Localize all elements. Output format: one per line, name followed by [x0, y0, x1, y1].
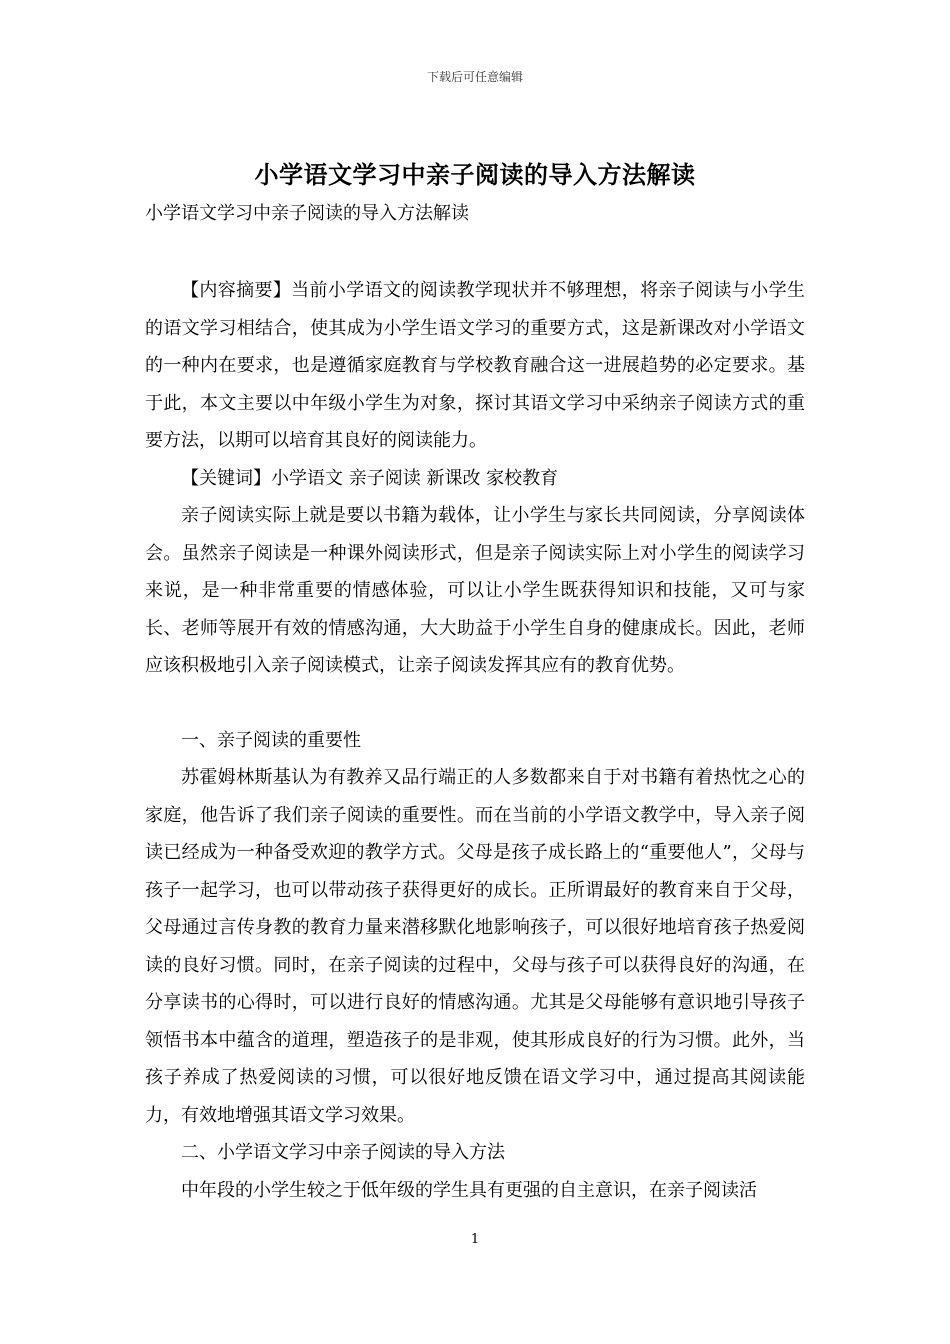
keywords-paragraph: 【关键词】小学语文 亲子阅读 新课改 家校教育 [181, 467, 559, 489]
section-heading-2: 二、小学语文学习中亲子阅读的导入方法 [181, 1142, 505, 1163]
intro-paragraph: 亲子阅读实际上就是要以书籍为载体，让小学生与家长共同阅读，分享阅读体会。虽然亲子阅读是一种课外阅读形式，但是亲子阅读实际上对小学生的阅读学习来说，是一种非常重要的情感体验，可以让小学生既获得知识和技能，又可与家长、老师等展开有效的情感沟通，大大助益于小学生自身的健康成长。因此，老师应该积极地引入亲子阅读模式，让亲子阅读发挥其应有的教育优势。 [145, 505, 805, 676]
abstract-paragraph: 【内容摘要】当前小学语文的阅读教学现状并不够理想，将亲子阅读与小学生的语文学习相结合，使其成为小学生语文学习的重要方式，这是新课改对小学语文的一种内在要求，也是遵循家庭教育与学校教育融合这一进展趋势的必定要求。基于此，本文主要以中年级小学生为对象，探讨其语文学习中采纳亲子阅读方式的重要方法，以期可以培育其良好的阅读能力。 [145, 280, 805, 451]
section-2-paragraph: 中年段的小学生较之于低年级的学生具有更强的自主意识，在亲子阅读活 [181, 1179, 757, 1201]
document-subtitle: 小学语文学习中亲子阅读的导入方法解读 [145, 203, 469, 224]
section-1-paragraph: 苏霍姆林斯基认为有教养又品行端正的人多数都来自于对书籍有着热忱之心的家庭，他告诉了我们亲子阅读的重要性。而在当前的小学语文教学中，导入亲子阅读已经成为一种备受欢迎的教学方式。父母是孩子成长路上的“重要他人”，父母与孩子一起学习，也可以带动孩子获得更好的成长。正所谓最好的教育来自于父母，父母通过言传身教的教育力量来潜移默化地影响孩子，可以很好地培育孩子热爱阅读的良好习惯。同时，在亲子阅读的过程中，父母与孩子可以获得良好的沟通，在分享读书的心得时，可以进行良好的情感沟通。尤其是父母能够有意识地引导孩子领悟书本中蕴含的道理，塑造孩子的是非观，使其形成良好的行为习惯。此外，当孩子养成了热爱阅读的习惯，可以很好地反馈在语文学习中，通过提高其阅读能力，有效地增强其语文学习效果。 [145, 767, 805, 1126]
page-header-note: 下载后可任意编辑 [426, 70, 523, 84]
document-body [145, 272, 805, 1209]
page-number: 1 [470, 1232, 480, 1247]
section-heading-1: 一、亲子阅读的重要性 [181, 729, 361, 751]
document-title: 小学语文学习中亲子阅读的导入方法解读 [254, 160, 696, 189]
